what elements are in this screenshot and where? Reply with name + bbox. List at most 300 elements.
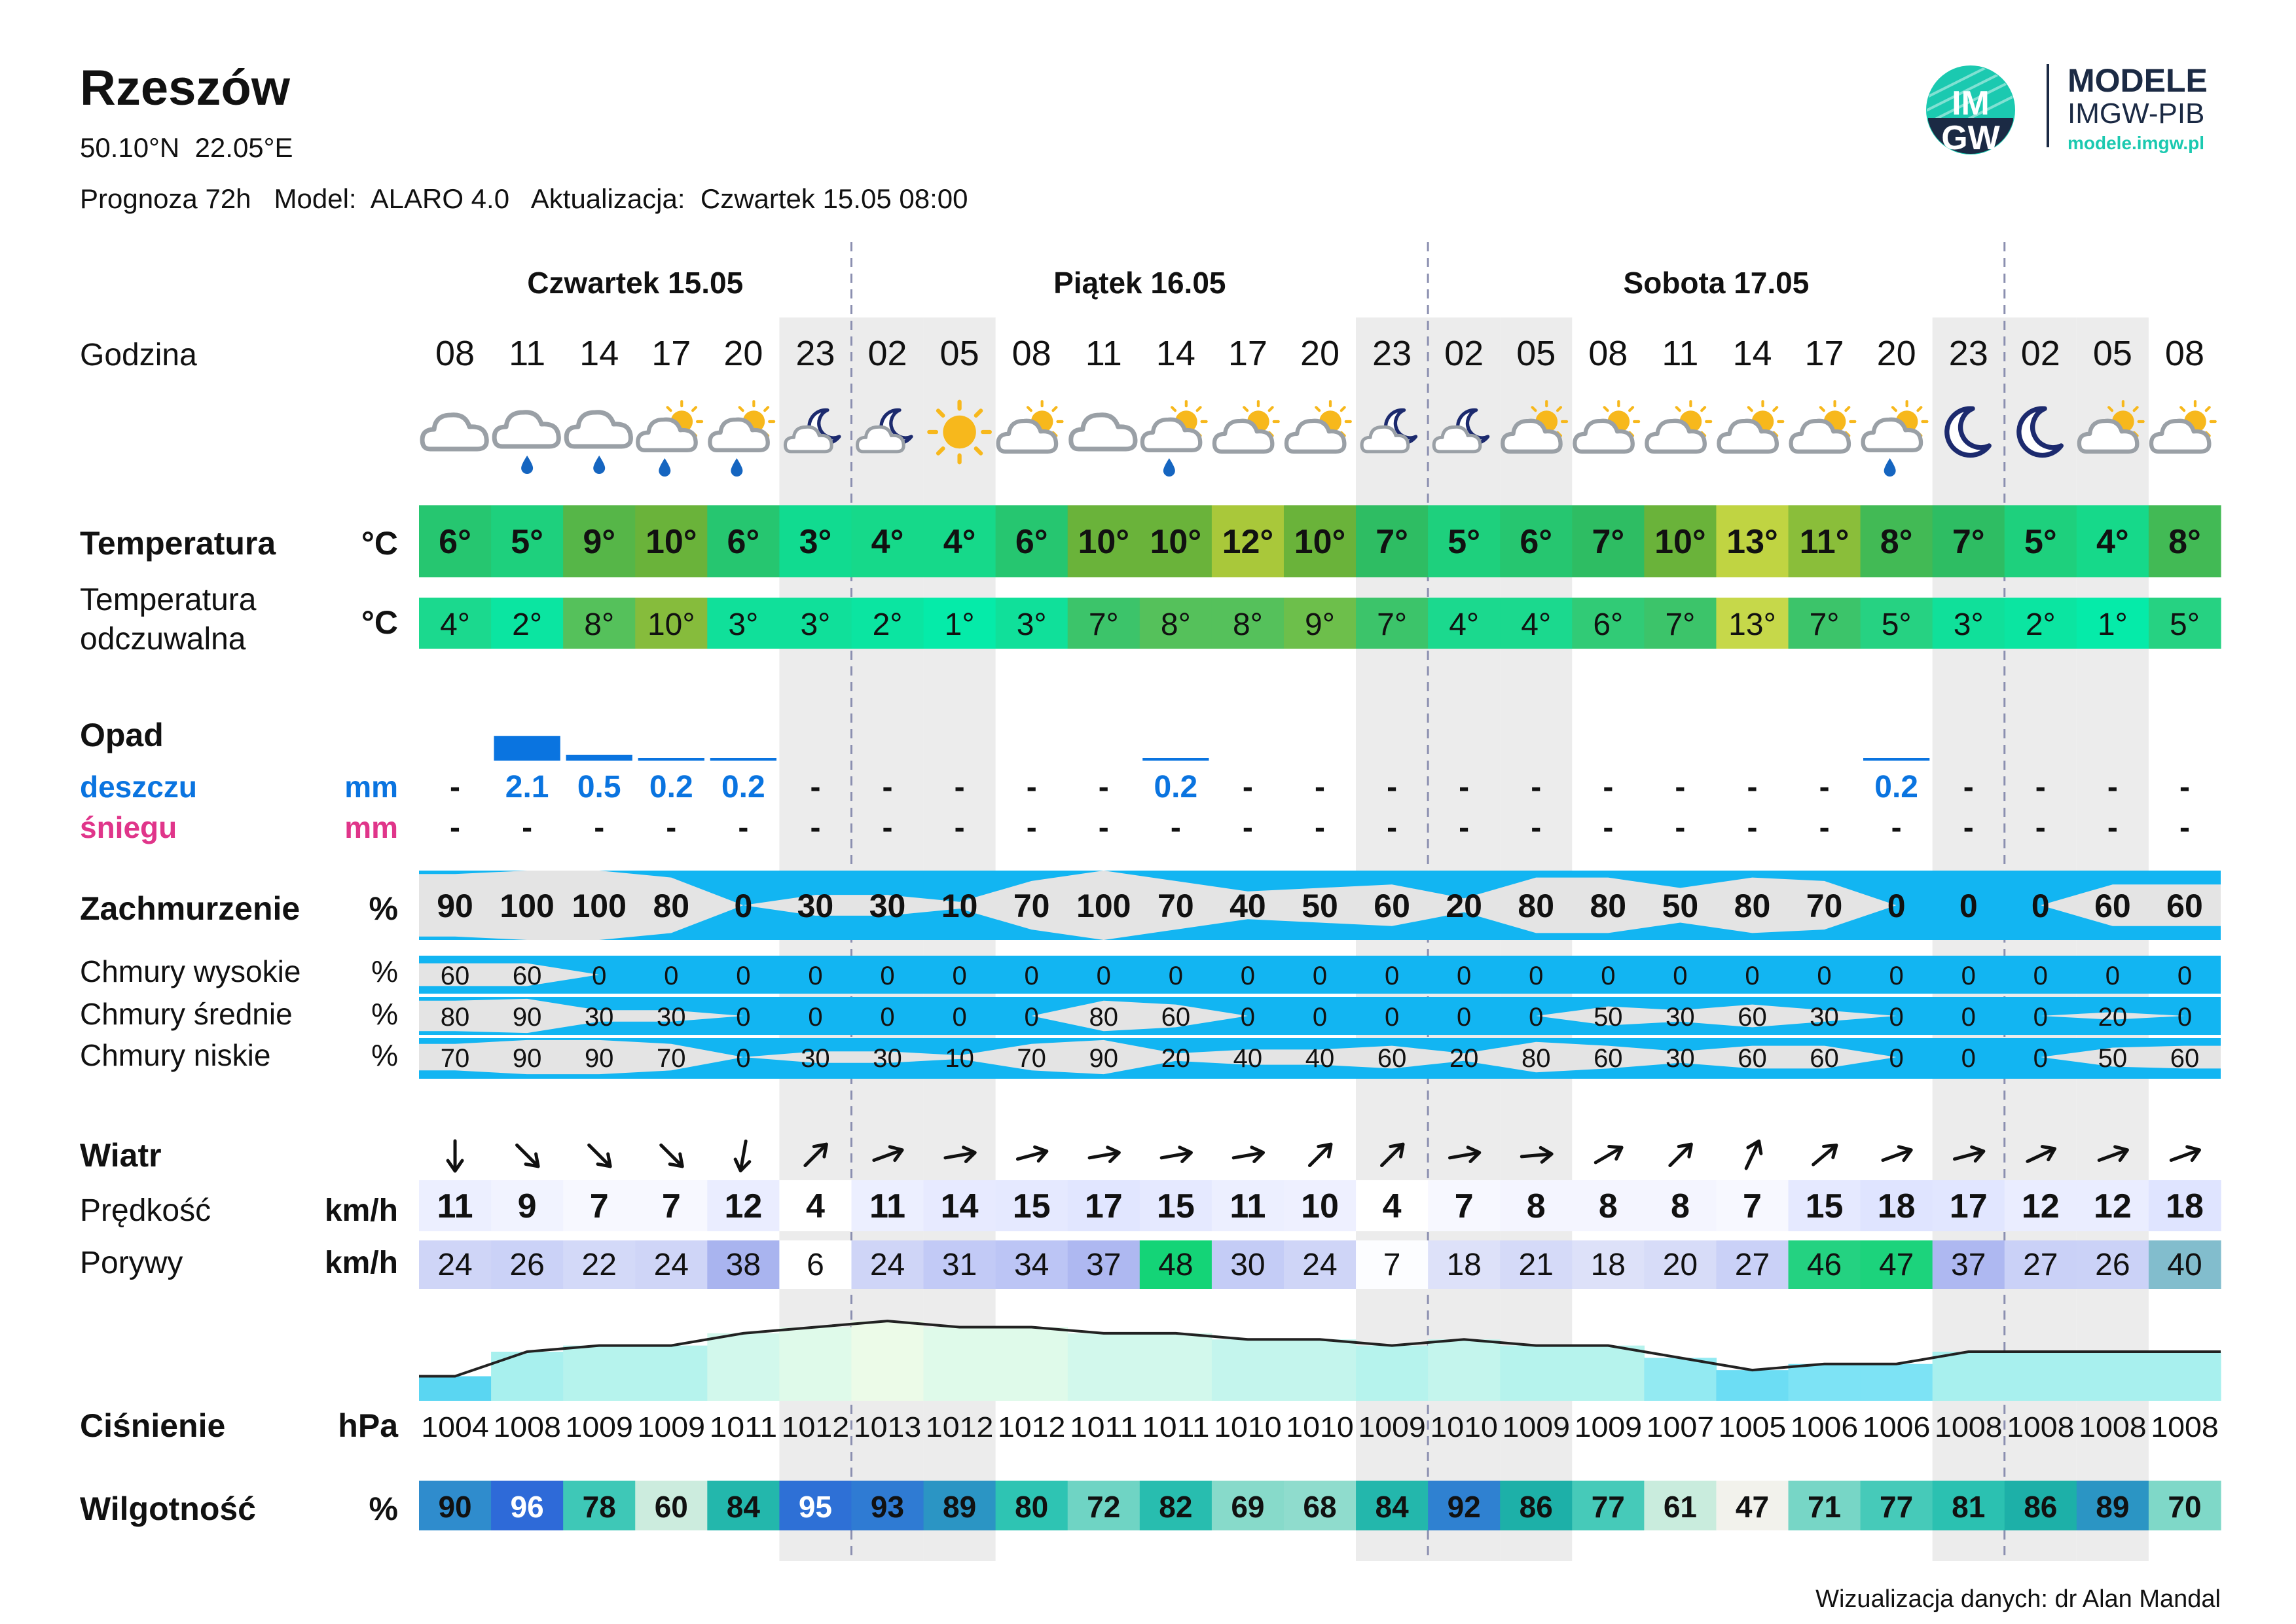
cloud-high-value: 0 [2177, 962, 2193, 990]
wind-speed-value: 18 [1877, 1187, 1916, 1225]
cloud-total-value: 10 [941, 888, 978, 924]
pressure-band [1861, 1364, 1933, 1401]
wind-gust-value: 46 [1806, 1248, 1842, 1282]
hour-label: 20 [1300, 334, 1340, 373]
temperature-value: 11° [1799, 523, 1850, 561]
cloud-mid-value: 0 [880, 1003, 895, 1032]
temperature-value: 7° [1376, 523, 1408, 561]
wind-speed-value: 14 [940, 1187, 979, 1225]
cloud-mid-value: 0 [1024, 1003, 1039, 1032]
cloud-total-value: 70 [1013, 888, 1050, 924]
wind-arrow-icon [1592, 1141, 1626, 1168]
snow-value: - [1026, 810, 1037, 845]
cloud-total-value: 80 [1518, 888, 1555, 924]
pressure-band [1212, 1339, 1285, 1401]
cloud-mid-value: 0 [1457, 1003, 1472, 1032]
pressure-band [1933, 1352, 2005, 1401]
cloud-total-value: 80 [1734, 888, 1771, 924]
wind-speed-value: 7 [1743, 1187, 1762, 1225]
rain-value: - [2035, 770, 2046, 804]
wind-speed-value: 8 [1670, 1187, 1690, 1225]
cloud-low-value: 70 [657, 1044, 686, 1073]
cloud-high-value: 0 [2033, 962, 2048, 990]
snow-value: - [594, 810, 605, 845]
day-label: Czwartek 15.05 [527, 266, 744, 300]
cloud-high-value: 0 [952, 962, 967, 990]
snow-value: - [810, 810, 821, 845]
pressure-band [1284, 1339, 1357, 1401]
rain-value: - [1459, 770, 1470, 804]
cloud-mid-value: 60 [1738, 1003, 1767, 1032]
partly-cloudy-rain-icon [710, 401, 774, 477]
temperature-value: 12° [1222, 523, 1274, 561]
cloud-high-value: 0 [664, 962, 679, 990]
cloud-low-value: 40 [1233, 1044, 1263, 1073]
partly-cloudy-icon [1719, 401, 1783, 452]
temperature-value: 10° [1150, 523, 1202, 561]
humidity-value: 86 [1519, 1490, 1553, 1524]
pressure-band [1716, 1370, 1789, 1401]
wind-speed-value: 15 [1805, 1187, 1844, 1225]
pressure-band [2149, 1352, 2221, 1401]
cloud-low-value: 90 [584, 1044, 614, 1073]
cloud-total-value: 20 [1446, 888, 1482, 924]
unit-odczuwalna: °C [361, 604, 398, 641]
cloud-total-value: 90 [437, 888, 473, 924]
temperature-value: 6° [439, 523, 471, 561]
cloud-low-value: 0 [1961, 1044, 1976, 1073]
city-title: Rzeszów [80, 60, 290, 116]
pressure-value: 1008 [2007, 1411, 2075, 1443]
rain-value: - [1098, 770, 1109, 804]
label-niskie: Chmury niskie [80, 1038, 271, 1072]
logo-title: MODELE [2068, 62, 2208, 99]
cloud-high-value: 0 [1096, 962, 1111, 990]
label-porywy: Porywy [80, 1246, 183, 1280]
cloud-mid-value: 30 [1810, 1003, 1839, 1032]
feels-like-value: 13° [1728, 607, 1776, 642]
partly-cloudy-icon [1791, 401, 1855, 452]
cloud-low-value: 10 [945, 1044, 974, 1073]
humidity-value: 92 [1447, 1490, 1481, 1524]
partly-cloudy-icon [998, 401, 1063, 452]
coordinates: 50.10°N 22.05°E [80, 132, 293, 163]
cloud-low-value: 70 [440, 1044, 470, 1073]
wind-speed-value: 12 [2093, 1187, 2132, 1225]
pressure-band [1789, 1364, 1861, 1401]
cloud-total-value: 100 [572, 888, 627, 924]
wind-speed-value: 8 [1598, 1187, 1618, 1225]
humidity-value: 47 [1735, 1490, 1770, 1524]
hour-label: 23 [1948, 334, 1988, 373]
cloud-low-value: 20 [1449, 1044, 1479, 1073]
pressure-value: 1005 [1718, 1411, 1787, 1443]
cloud-mid-value: 0 [952, 1003, 967, 1032]
unit-zachmurzenie: % [369, 890, 398, 927]
pressure-value: 1008 [2079, 1411, 2147, 1443]
cloud-total-value: 50 [1662, 888, 1699, 924]
hour-label: 05 [1516, 334, 1556, 373]
label-deszczu: deszczu [80, 770, 197, 804]
pressure-band [1572, 1346, 1645, 1401]
cloudy-rain-icon [494, 412, 558, 474]
feels-like-value: 3° [1016, 607, 1047, 642]
wind-arrow-icon [2169, 1143, 2202, 1166]
cloud-mid-value: 0 [1889, 1003, 1904, 1032]
label-temperatura: Temperatura [80, 525, 276, 562]
cloud-low-value: 60 [1810, 1044, 1839, 1073]
label-wiatr: Wiatr [80, 1137, 162, 1174]
hour-label: 14 [1156, 334, 1195, 373]
unit-deszczu: mm [344, 770, 398, 804]
cloud-low-value: 30 [801, 1044, 830, 1073]
wind-arrow-icon [1880, 1143, 1914, 1166]
feels-like-value: 5° [1881, 607, 1912, 642]
hour-label: 08 [435, 334, 475, 373]
cloud-high-value: 0 [592, 962, 607, 990]
humidity-value: 95 [798, 1490, 833, 1524]
temperature-value: 9° [583, 523, 616, 561]
wind-speed-value: 11 [1230, 1187, 1266, 1225]
partly-cloudy-icon [1647, 401, 1711, 452]
hour-label: 05 [2092, 334, 2132, 373]
label-srednie: Chmury średnie [80, 997, 293, 1031]
unit-wilgotnosc: % [369, 1490, 398, 1527]
cloud-low-value: 80 [1521, 1044, 1551, 1073]
cloud-total-value: 0 [734, 888, 753, 924]
label-sniegu: śniegu [80, 810, 177, 844]
day-label: Piątek 16.05 [1053, 266, 1226, 300]
wind-gust-value: 30 [1230, 1248, 1266, 1282]
wind-speed-value: 7 [589, 1187, 609, 1225]
day-label: Sobota 17.05 [1623, 266, 1810, 300]
cloud-mid-value: 30 [657, 1003, 686, 1032]
cloud-mid-value: 0 [2177, 1003, 2193, 1032]
wind-gust-value: 6 [807, 1248, 824, 1282]
humidity-value: 68 [1303, 1490, 1337, 1524]
wind-speed-value: 18 [2166, 1187, 2204, 1225]
wind-arrow-icon [1740, 1138, 1765, 1172]
humidity-value: 90 [438, 1490, 472, 1524]
pressure-value: 1008 [2151, 1411, 2219, 1443]
pressure-band [635, 1346, 708, 1401]
humidity-value: 84 [726, 1490, 760, 1524]
pressure-band [2077, 1352, 2149, 1401]
temperature-value: 6° [727, 523, 760, 561]
unit-srednie: % [371, 997, 398, 1031]
label-opad: Opad [80, 717, 164, 753]
cloud-total-value: 70 [1157, 888, 1194, 924]
cloud-high-value: 0 [1961, 962, 1976, 990]
cloud-total-value: 80 [1590, 888, 1627, 924]
hour-label: 05 [939, 334, 979, 373]
unit-predkosc: km/h [324, 1193, 398, 1228]
rain-value: 0.5 [577, 770, 621, 804]
cloud-high-value: 0 [1817, 962, 1832, 990]
cloud-low-value: 90 [1089, 1044, 1119, 1073]
cloud-mid-value: 20 [2098, 1003, 2128, 1032]
wind-arrow-icon [733, 1140, 753, 1172]
wind-gust-value: 18 [1446, 1248, 1482, 1282]
cloud-total-value: 0 [1887, 888, 1906, 924]
pressure-band [996, 1327, 1068, 1401]
cloud-high-value: 0 [2105, 962, 2121, 990]
snow-value: - [1170, 810, 1181, 845]
snow-value: - [2035, 810, 2046, 845]
wind-arrow-icon [448, 1141, 462, 1171]
wind-gust-value: 47 [1878, 1248, 1914, 1282]
wind-gust-value: 24 [653, 1248, 689, 1282]
pressure-band [1428, 1339, 1501, 1401]
pressure-band [851, 1321, 924, 1401]
cloud-total-value: 40 [1230, 888, 1266, 924]
snow-value: - [1675, 810, 1686, 845]
unit-cisnienie: hPa [338, 1407, 398, 1444]
temperature-value: 13° [1726, 523, 1778, 561]
temperature-value: 8° [1880, 523, 1913, 561]
pressure-value: 1008 [1934, 1411, 2003, 1443]
cloud-high-value: 0 [1601, 962, 1616, 990]
feels-like-value: 2° [872, 607, 903, 642]
pressure-value: 1009 [1358, 1411, 1426, 1443]
wind-gust-value: 27 [2023, 1248, 2058, 1282]
cloud-high-value: 0 [736, 962, 751, 990]
feels-like-value: 8° [1232, 607, 1263, 642]
logo-badge-top: IM [1952, 84, 1990, 122]
temperature-value: 3° [799, 523, 832, 561]
temperature-value: 4° [943, 523, 976, 561]
pressure-band [924, 1327, 996, 1401]
cloud-low-value: 60 [1738, 1044, 1767, 1073]
wind-arrow-icon [584, 1140, 615, 1172]
wind-gust-value: 27 [1734, 1248, 1770, 1282]
label-godzina: Godzina [80, 338, 197, 372]
rain-value: - [450, 770, 461, 804]
humidity-value: 84 [1375, 1490, 1409, 1524]
cloud-high-value: 0 [1745, 962, 1760, 990]
snow-value: - [954, 810, 965, 845]
temperature-value: 10° [1654, 523, 1706, 561]
snow-value: - [1963, 810, 1974, 845]
wind-speed-value: 17 [1949, 1187, 1988, 1225]
pressure-band [707, 1333, 780, 1401]
mostly-sunny-icon [1214, 401, 1279, 452]
wind-arrow-icon [1160, 1146, 1192, 1165]
cloud-total-value: 60 [1374, 888, 1410, 924]
hour-label: 08 [2164, 334, 2204, 373]
cloud-mid-value: 60 [1161, 1003, 1191, 1032]
cloud-mid-value: 90 [512, 1003, 542, 1032]
temperature-value: 6° [1520, 523, 1553, 561]
cloud-total-value: 0 [1959, 888, 1978, 924]
feels-like-value: 3° [1953, 607, 1984, 642]
rain-value: - [1963, 770, 1974, 804]
cloud-mid-value: 0 [736, 1003, 751, 1032]
pressure-value: 1006 [1790, 1411, 1859, 1443]
rain-value: - [882, 770, 893, 804]
rain-bar [1863, 758, 1929, 761]
snow-value: - [882, 810, 893, 845]
humidity-value: 80 [1015, 1490, 1049, 1524]
cloud-total-value: 80 [653, 888, 690, 924]
label-cisnienie: Ciśnienie [80, 1407, 226, 1444]
wind-gust-value: 24 [1302, 1248, 1338, 1282]
humidity-value: 77 [1591, 1490, 1625, 1524]
snow-value: - [666, 810, 677, 845]
temperature-value: 10° [1294, 523, 1346, 561]
feels-like-value: 4° [440, 607, 470, 642]
rain-value: - [1675, 770, 1686, 804]
rain-bar [566, 755, 632, 761]
rain-value: - [810, 770, 821, 804]
feels-like-value: 3° [800, 607, 831, 642]
rain-bar [1142, 758, 1209, 761]
cloud-high-value: 0 [808, 962, 823, 990]
wind-gust-value: 24 [437, 1248, 473, 1282]
rain-value: 0.2 [721, 770, 765, 804]
wind-gust-value: 18 [1590, 1248, 1626, 1282]
cloud-high-value: 0 [880, 962, 895, 990]
pressure-value: 1009 [1574, 1411, 1643, 1443]
wind-arrow-icon [1809, 1140, 1841, 1170]
label-odczuwalna-1: Temperatura [80, 583, 257, 617]
cloud-low-value: 30 [873, 1044, 902, 1073]
feels-like-value: 9° [1305, 607, 1335, 642]
wind-arrow-icon [1665, 1139, 1696, 1170]
rain-value: - [1531, 770, 1542, 804]
hour-label: 14 [579, 334, 619, 373]
feels-like-value: 7° [1809, 607, 1840, 642]
snow-value: - [1747, 810, 1758, 845]
pressure-value: 1008 [493, 1411, 561, 1443]
cloud-total-value: 50 [1302, 888, 1338, 924]
temperature-value: 4° [871, 523, 904, 561]
pressure-value: 1010 [1430, 1411, 1498, 1443]
feels-like-value: 8° [1160, 607, 1191, 642]
snow-value: - [1819, 810, 1830, 845]
rain-value: - [2179, 770, 2190, 804]
cloud-high-value: 0 [1529, 962, 1544, 990]
pressure-value: 1009 [1502, 1411, 1570, 1443]
hour-label: 17 [1804, 334, 1844, 373]
feels-like-value: 8° [584, 607, 615, 642]
humidity-value: 82 [1159, 1490, 1193, 1524]
cloud-total-value: 30 [869, 888, 906, 924]
hour-label: 23 [795, 334, 835, 373]
cloud-total-value: 30 [797, 888, 834, 924]
footer-credit: Wizualizacja danych: dr Alan Mandal [1815, 1585, 2221, 1613]
pressure-value: 1006 [1862, 1411, 1931, 1443]
humidity-value: 70 [2168, 1490, 2202, 1524]
pressure-band [779, 1327, 852, 1401]
humidity-value: 93 [870, 1490, 905, 1524]
cloud-low-value: 0 [736, 1044, 751, 1073]
cloud-low-value: 0 [1889, 1044, 1904, 1073]
cloud-mid-value: 80 [440, 1003, 470, 1032]
cloud-low-value: 60 [2170, 1044, 2200, 1073]
pressure-value: 1012 [781, 1411, 850, 1443]
cloud-low-value: 70 [1017, 1044, 1046, 1073]
temperature-value: 10° [645, 523, 697, 561]
wind-arrow-icon [1305, 1139, 1336, 1170]
rain-bar [710, 758, 776, 761]
pressure-value: 1011 [1142, 1411, 1210, 1443]
cloud-high-value: 60 [440, 962, 470, 990]
snow-value: - [522, 810, 533, 845]
cloud-mid-value: 0 [2033, 1003, 2048, 1032]
cloud-total-value: 100 [500, 888, 555, 924]
cloud-low-value: 90 [512, 1044, 542, 1073]
cloud-low-value: 60 [1377, 1044, 1407, 1073]
pressure-value: 1011 [1070, 1411, 1138, 1443]
feels-like-value: 2° [2025, 607, 2056, 642]
logo-url: modele.imgw.pl [2068, 133, 2204, 153]
rain-value: 0.2 [1154, 770, 1198, 804]
feels-like-value: 1° [944, 607, 975, 642]
cloud-high-value: 0 [1168, 962, 1183, 990]
label-wilgotnosc: Wilgotność [80, 1490, 256, 1527]
wind-arrow-icon [656, 1140, 687, 1172]
snow-value: - [1459, 810, 1470, 845]
cloud-high-value: 0 [1024, 962, 1039, 990]
humidity-value: 77 [1880, 1490, 1914, 1524]
cloud-low-value: 20 [1161, 1044, 1191, 1073]
rain-value: - [1242, 770, 1253, 804]
forecast-info: Prognoza 72h Model: ALARO 4.0 Aktualizacja: Czwartek 15.05 08:00 [80, 183, 968, 214]
hour-label: 11 [509, 334, 546, 373]
feels-like-value: 3° [728, 607, 759, 642]
rain-value: - [1747, 770, 1758, 804]
snow-value: - [1242, 810, 1253, 845]
cloud-mid-value: 0 [1529, 1003, 1544, 1032]
snow-value: - [1387, 810, 1398, 845]
cloud-low-value: 0 [2033, 1044, 2048, 1073]
partly-cloudy-icon [1286, 401, 1351, 452]
hour-label: 20 [1876, 334, 1916, 373]
humidity-value: 81 [1952, 1490, 1986, 1524]
wind-arrow-icon [1232, 1146, 1264, 1165]
hour-label: 02 [1444, 334, 1484, 373]
cloud-mid-value: 0 [1312, 1003, 1328, 1032]
pressure-band [1356, 1346, 1429, 1401]
rain-bar [638, 758, 704, 761]
cloud-mid-value: 0 [1240, 1003, 1256, 1032]
wind-arrow-icon [1088, 1146, 1120, 1165]
wind-speed-value: 12 [724, 1187, 763, 1225]
cloud-high-value: 0 [1673, 962, 1688, 990]
cloud-low-value: 40 [1305, 1044, 1335, 1073]
wind-gust-value: 22 [581, 1248, 617, 1282]
feels-like-value: 1° [2097, 607, 2128, 642]
pressure-band [1140, 1333, 1212, 1401]
label-wysokie: Chmury wysokie [80, 954, 301, 988]
humidity-value: 69 [1231, 1490, 1265, 1524]
feels-like-value: 7° [1665, 607, 1696, 642]
temperature-value: 8° [2168, 523, 2201, 561]
humidity-value: 60 [654, 1490, 688, 1524]
wind-speed-value: 15 [1012, 1187, 1051, 1225]
rain-bar [494, 736, 560, 761]
pressure-band [2005, 1352, 2077, 1401]
rain-value: 0.2 [649, 770, 693, 804]
wind-speed-value: 17 [1084, 1187, 1123, 1225]
temperature-value: 5° [511, 523, 543, 561]
wind-speed-value: 11 [437, 1187, 473, 1225]
wind-speed-value: 4 [805, 1187, 825, 1225]
cloud-mid-value: 0 [808, 1003, 823, 1032]
cloud-high-value: 0 [1384, 962, 1400, 990]
wind-speed-value: 10 [1301, 1187, 1339, 1225]
